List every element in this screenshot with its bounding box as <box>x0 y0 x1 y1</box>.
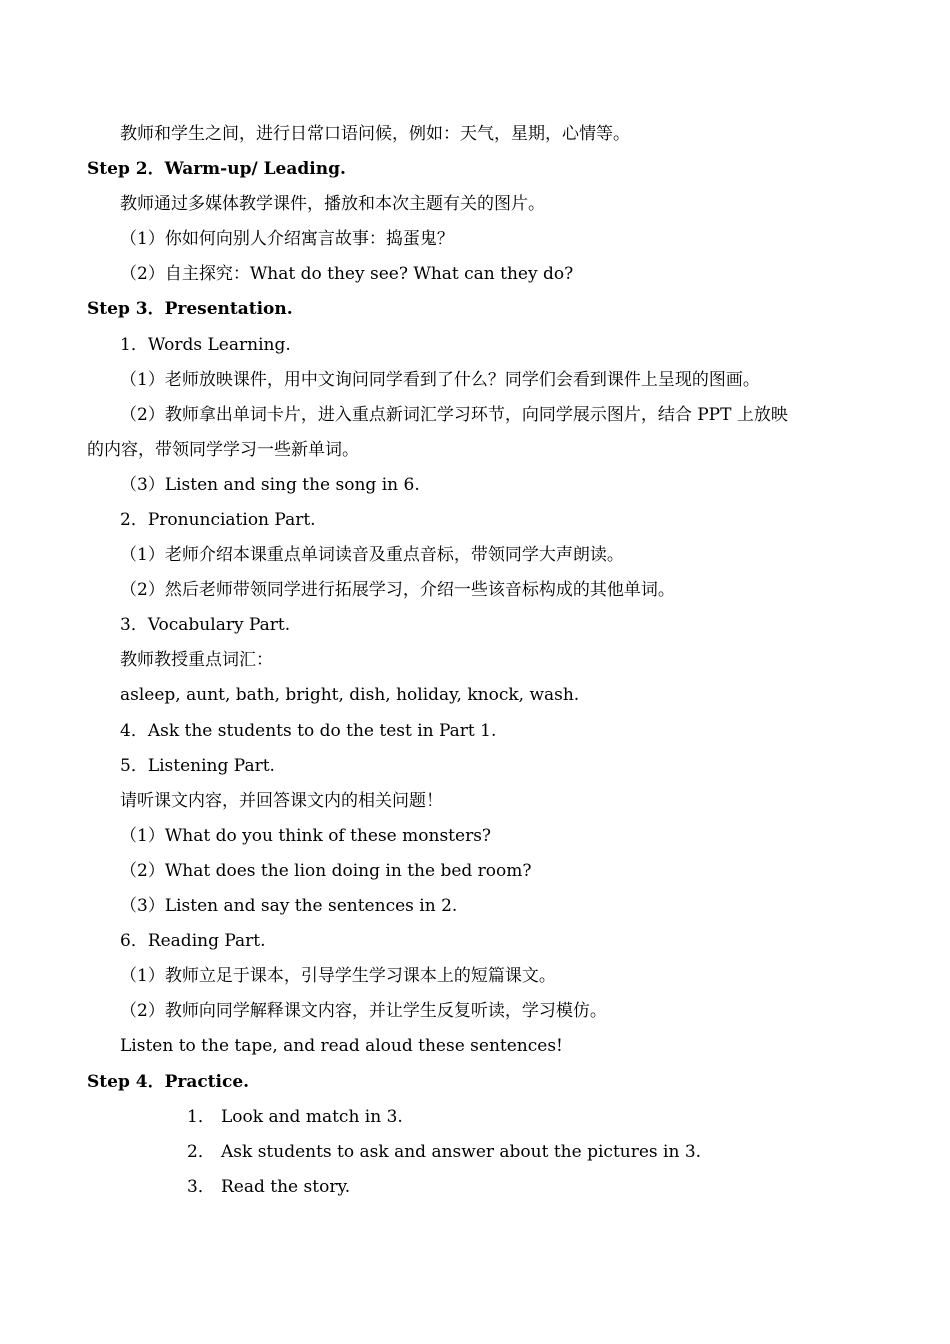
words-learning-item-2: （2）教师拿出单词卡片，进入重点新词汇学习环节，向同学展示图片，结合 PPT 上放映 <box>120 405 788 425</box>
listening-item-1: （1）What do you think of these monsters? <box>120 826 492 846</box>
vocabulary-word-list: asleep, aunt, bath, bright, dish, holiday, knock, wash. <box>120 685 580 705</box>
reading-item-1: （1）教师立足于课本，引导学生学习课本上的短篇课文。 <box>120 966 556 986</box>
practice-item <box>187 1176 350 1198</box>
words-learning-heading: 1．Words Learning. <box>120 335 291 355</box>
pronunciation-item-1: （1）老师介绍本课重点单词读音及重点音标，带领同学大声朗读。 <box>120 545 624 565</box>
practice-item <box>187 1106 403 1128</box>
step-2-paragraph: 教师通过多媒体教学课件，播放和本次主题有关的图片。 <box>120 194 545 214</box>
step-3-heading: Step 3．Presentation. <box>87 299 293 319</box>
listening-item-2: （2）What does the lion doing in the bed room? <box>120 861 532 881</box>
vocabulary-heading: 3．Vocabulary Part. <box>120 615 291 635</box>
pronunciation-heading: 2．Pronunciation Part. <box>120 510 316 530</box>
practice-item-number: 2． <box>187 1142 215 1162</box>
reading-instruction: Listen to the tape, and read aloud these sentences! <box>120 1036 563 1056</box>
greeting-paragraph: 教师和学生之间，进行日常口语问候，例如：天气，星期，心情等。 <box>120 124 630 144</box>
practice-item-number: 3． <box>187 1177 215 1197</box>
step-4-heading: Step 4．Practice. <box>87 1072 250 1092</box>
practice-item-number: 1． <box>187 1107 215 1127</box>
step-2-item-1: （1）你如何向别人介绍寓言故事：捣蛋鬼？ <box>120 229 454 249</box>
listening-heading: 5．Listening Part. <box>120 756 275 776</box>
reading-heading: 6．Reading Part. <box>120 931 266 951</box>
words-learning-item-1: （1）老师放映课件，用中文询问同学看到了什么？同学们会看到课件上呈现的图画。 <box>120 370 760 390</box>
test-instruction: 4．Ask the students to do the test in Part 1. <box>120 721 497 741</box>
practice-item-text: Read the story. <box>221 1177 351 1197</box>
practice-item-text: Look and match in 3. <box>221 1107 403 1127</box>
pronunciation-item-2: （2）然后老师带领同学进行拓展学习，介绍一些该音标构成的其他单词。 <box>120 580 675 600</box>
practice-item <box>187 1141 701 1163</box>
step-2-heading: Step 2．Warm-up/ Leading. <box>87 159 346 179</box>
words-learning-item-2-cont: 的内容，带领同学学习一些新单词。 <box>87 440 359 460</box>
reading-item-2: （2）教师向同学解释课文内容，并让学生反复听读，学习模仿。 <box>120 1001 607 1021</box>
listening-intro: 请听课文内容，并回答课文内的相关问题！ <box>120 791 443 811</box>
listening-item-3: （3）Listen and say the sentences in 2. <box>120 896 458 916</box>
practice-item-text: Ask students to ask and answer about the pictures in 3. <box>221 1142 702 1162</box>
vocabulary-intro: 教师教授重点词汇： <box>120 650 273 670</box>
step-2-item-2: （2）自主探究：What do they see? What can they do? <box>120 264 574 284</box>
words-learning-item-3: （3）Listen and sing the song in 6. <box>120 475 420 495</box>
